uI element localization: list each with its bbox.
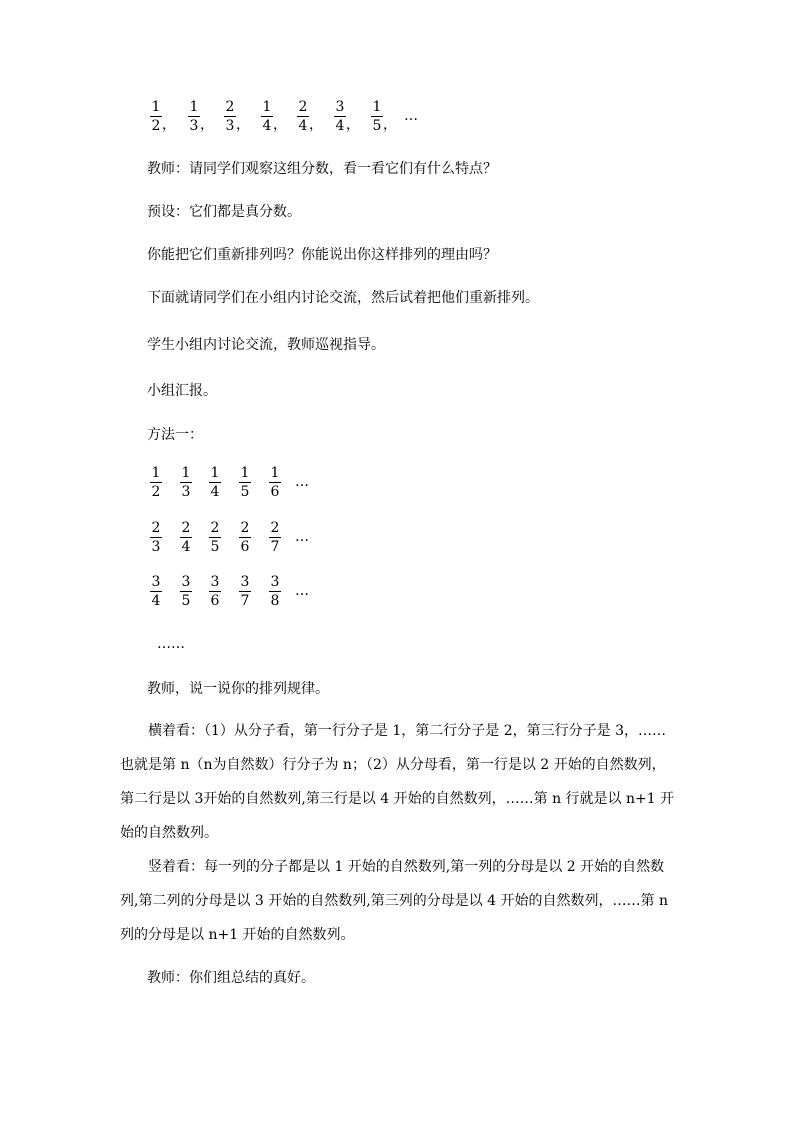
fraction-bar [261, 116, 273, 117]
fraction-bar [297, 116, 309, 117]
teacher-praise: 教师：你们组总结的真好。 [147, 970, 315, 986]
fraction-bar [269, 482, 281, 483]
numerator: 3 [240, 574, 250, 590]
grid-fraction [208, 574, 222, 609]
fraction-bar [209, 482, 221, 483]
numerator: 1 [240, 465, 250, 481]
fraction-bar [150, 482, 162, 483]
fraction-bar [150, 591, 162, 592]
grid-fraction [149, 574, 163, 609]
sequence-fraction [223, 99, 237, 134]
denominator: 5 [240, 484, 250, 500]
denominator: 2 [151, 484, 161, 500]
teacher-rule-question: 教师，说一说你的排列规律。 [147, 681, 329, 697]
numerator: 3 [181, 574, 191, 590]
denominator: 6 [240, 539, 250, 555]
denominator: 4 [335, 118, 345, 134]
numerator: 3 [335, 99, 345, 115]
fraction-bar [239, 537, 251, 538]
grid-fraction [268, 574, 282, 609]
fraction-bar [334, 116, 346, 117]
fraction-bar [180, 537, 192, 538]
numerator: 1 [210, 465, 220, 481]
group-task: 下面就请同学们在小组内讨论交流，然后试着把他们重新排列。 [147, 290, 539, 306]
grid-continuation: …… [157, 636, 185, 652]
sequence-separator: ， [200, 117, 214, 133]
sequence-separator: ， [162, 117, 176, 133]
fraction-bar [150, 537, 162, 538]
numerator: 2 [210, 520, 220, 536]
sequence-separator: ， [383, 117, 397, 133]
fraction-bar [209, 537, 221, 538]
numerator: 2 [225, 99, 235, 115]
denominator: 4 [262, 118, 272, 134]
fraction-bar [239, 482, 251, 483]
denominator: 4 [298, 118, 308, 134]
denominator: 3 [181, 484, 191, 500]
grid-row-ellipsis: … [295, 583, 310, 599]
denominator: 3 [189, 118, 199, 134]
rearrange-question: 你能把它们重新排列吗？你能说出你这样排列的理由吗？ [147, 247, 497, 263]
grid-fraction [238, 465, 252, 500]
grid-fraction [268, 465, 282, 500]
group-report: 小组汇报。 [147, 383, 217, 399]
sequence-ellipsis: … [404, 108, 419, 124]
numerator: 2 [151, 520, 161, 536]
grid-fraction [149, 465, 163, 500]
denominator: 4 [210, 484, 220, 500]
fraction-bar [224, 116, 236, 117]
grid-fraction [238, 574, 252, 609]
numerator: 1 [151, 99, 161, 115]
grid-fraction [208, 465, 222, 500]
denominator: 6 [270, 484, 280, 500]
numerator: 1 [151, 465, 161, 481]
numerator: 3 [270, 574, 280, 590]
numerator: 1 [270, 465, 280, 481]
sequence-separator: ， [273, 117, 287, 133]
sequence-fraction [149, 99, 163, 134]
denominator: 3 [151, 539, 161, 555]
sequence-separator: ， [309, 117, 323, 133]
numerator: 1 [181, 465, 191, 481]
fraction-bar [150, 116, 162, 117]
denominator: 4 [151, 593, 161, 609]
denominator: 7 [240, 593, 250, 609]
denominator: 2 [151, 118, 161, 134]
denominator: 7 [270, 539, 280, 555]
method-one-heading: 方法一： [147, 427, 203, 443]
denominator: 3 [225, 118, 235, 134]
sequence-separator: ， [236, 117, 250, 133]
grid-fraction [208, 520, 222, 555]
group-discussion: 学生小组内讨论交流，教师巡视指导。 [147, 337, 385, 353]
numerator: 1 [262, 99, 272, 115]
sequence-fraction [187, 99, 201, 134]
fraction-bar [209, 591, 221, 592]
denominator: 8 [270, 593, 280, 609]
grid-fraction [179, 465, 193, 500]
denominator: 5 [181, 593, 191, 609]
denominator: 6 [210, 593, 220, 609]
denominator: 5 [210, 539, 220, 555]
grid-fraction [179, 520, 193, 555]
sequence-separator: ， [346, 117, 360, 133]
sequence-fraction [333, 99, 347, 134]
numerator: 2 [181, 520, 191, 536]
numerator: 2 [298, 99, 308, 115]
grid-row-ellipsis: … [295, 474, 310, 490]
fraction-bar [269, 591, 281, 592]
fraction-bar [188, 116, 200, 117]
grid-row-ellipsis: … [295, 529, 310, 545]
sequence-fraction [296, 99, 310, 134]
sequence-fraction [370, 99, 384, 134]
fraction-bar [180, 482, 192, 483]
numerator: 1 [372, 99, 382, 115]
teacher-question: 教师：请同学们观察这组分数，看一看它们有什么特点？ [147, 161, 497, 177]
denominator: 5 [372, 118, 382, 134]
denominator: 4 [181, 539, 191, 555]
horizontal-explanation: 横着看：（1）从分子看，第一行分子是 1，第二行分子是 2，第三行分子是 3，……也就是第 n（n为自然数）行分子为 n；（2）从分母看，第一行是以 2 开始的自然数列，第二行是以 3开始的自然数列,第三行是以 4 开始的自然数列，……第 n 行就是以 n+1 开始的自然数列。 [120, 723, 675, 841]
numerator: 1 [189, 99, 199, 115]
grid-fraction [238, 520, 252, 555]
preset-answer: 预设：它们都是真分数。 [147, 204, 301, 220]
grid-fraction [149, 520, 163, 555]
numerator: 2 [270, 520, 280, 536]
numerator: 2 [240, 520, 250, 536]
grid-fraction [179, 574, 193, 609]
grid-fraction [268, 520, 282, 555]
numerator: 3 [210, 574, 220, 590]
fraction-bar [269, 537, 281, 538]
sequence-fraction [260, 99, 274, 134]
fraction-bar [180, 591, 192, 592]
fraction-bar [239, 591, 251, 592]
vertical-explanation: 竖着看：每一列的分子都是以 1 开始的自然数列,第一列的分母是以 2 开始的自然数列,第二列的分母是以 3 开始的自然数列,第三列的分母是以 4 开始的自然数列，……第 n 列的分母是以 n+1 开始的自然数列。 [120, 859, 668, 943]
numerator: 3 [151, 574, 161, 590]
fraction-bar [371, 116, 383, 117]
